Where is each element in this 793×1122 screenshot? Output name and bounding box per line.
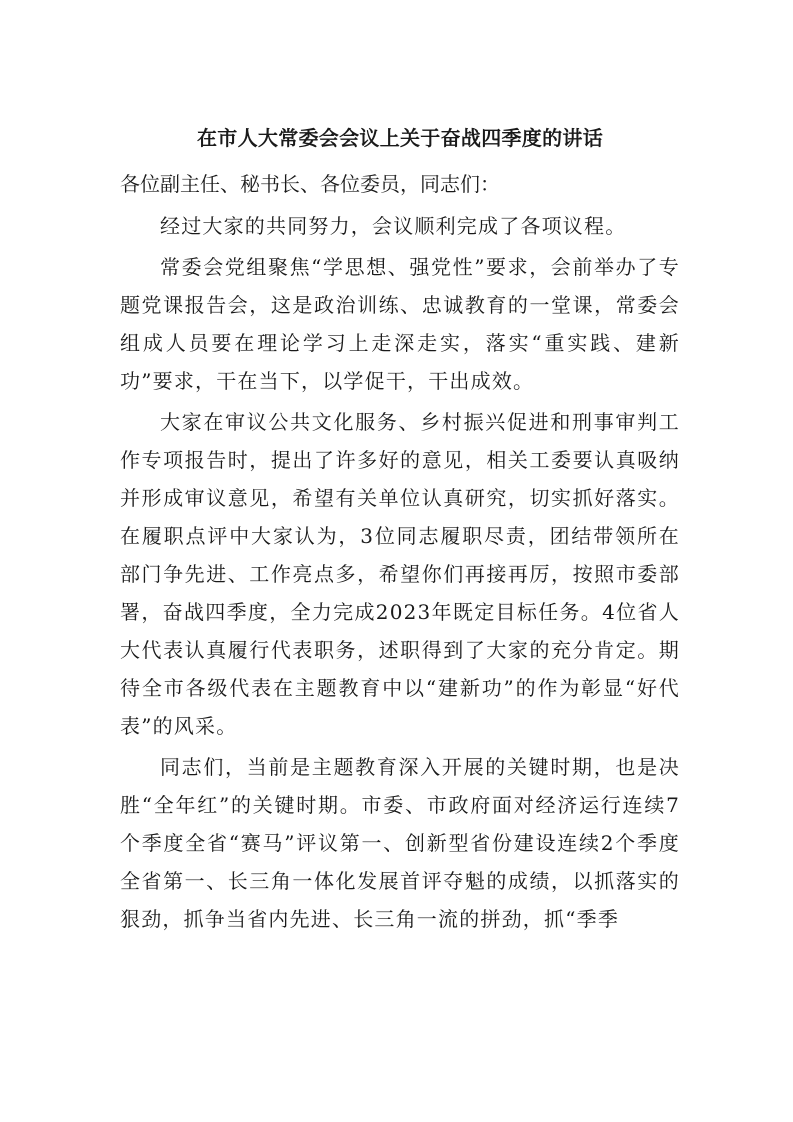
salutation: 各位副主任、秘书长、各位委员，同志们： (120, 172, 500, 196)
document-body (120, 121, 680, 938)
paragraph-4: 同志们，当前是主题教育深入开展的关键时期，也是决胜“全年红”的关键时期。市委、市政府面对经济运行连续7个季度全省“赛马”评议第一、创新型省份建设连续2个季度全省第一、长三角一体化发展首评夺魁的成绩，以抓落实的狠劲，抓争当省内先进、长三角一流的拼劲，抓“季季 (120, 755, 680, 931)
paragraph-2: 常委会党组聚焦“学思想、强党性”要求，会前举办了专题党课报告会，这是政治训练、忠诚教育的一堂课，常委会组成人员要在理论学习上走深走实，落实“重实践、建新功”要求，干在当下，以学促干，干出成效。 (120, 255, 680, 393)
paragraph-3: 大家在审议公共文化服务、乡村振兴促进和刑事审判工作专项报告时，提出了许多好的意见，相关工委要认真吸纳并形成审议意见，希望有关单位认真研究，切实抓好落实。在履职点评中大家认为，3位同志履职尽责，团结带领所在部门争先进、工作亮点多，希望你们再接再厉，按照市委部署，奋战四季度，全力完成2023年既定目标任务。4位省人大代表认真履行代表职务，述职得到了大家的充分肯定。期待全市各级代表在主题教育中以“建新功”的作为彰显“好代表”的风采。 (120, 410, 680, 738)
document-title: 在市人大常委会会议上关于奋战四季度的讲话 (197, 126, 603, 150)
paragraph-1: 经过大家的共同努力，会议顺利完成了各项议程。 (160, 214, 627, 238)
